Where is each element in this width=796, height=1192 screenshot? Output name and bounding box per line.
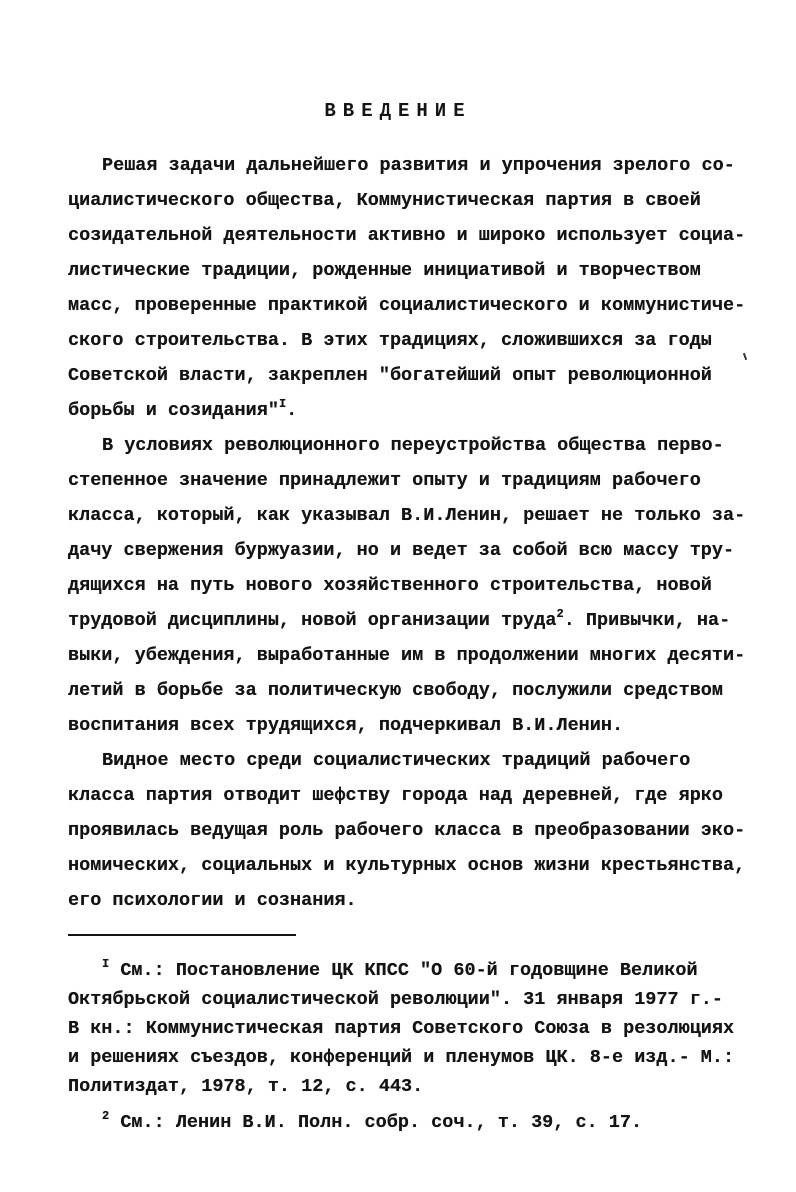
text-line: воспитания всех трудящихся, подчеркивал В.И.Ленин. [68, 715, 624, 736]
text-line: масс, проверенные практикой социалистического и коммунистиче- [68, 295, 746, 316]
page-title: ВВЕДЕНИЕ [324, 100, 472, 122]
text-segment: борьбы и созидания" [68, 400, 279, 421]
text-line: циалистического общества, Коммунистическая партия в своей [68, 190, 701, 211]
text-line: номических, социальных и культурных основ жизни крестьянства, [68, 855, 746, 876]
footnote-reference[interactable]: 2 [556, 607, 564, 621]
footnote-line: и решениях съездов, конференций и пленумов ЦК. 8-е изд.- М.: [68, 1047, 735, 1068]
text-segment: См.: Ленин В.И. Полн. собр. соч., т. 39, с. 17. [120, 1112, 643, 1133]
footnote-mark: 2 [102, 1109, 110, 1123]
text-line: Советской власти, закреплен "богатейший опыт революционной [68, 365, 712, 386]
text-line: его психологии и сознания. [68, 890, 357, 911]
footnote-line [102, 1109, 643, 1133]
text-line: проявилась ведущая роль рабочего класса в преобразовании эко- [68, 820, 746, 841]
footnote-reference[interactable]: I [278, 397, 287, 411]
text-line: степенное значение принадлежит опыту и традициям рабочего [68, 470, 701, 491]
text-segment: . [286, 400, 298, 421]
footnote-mark: I [102, 957, 110, 971]
footnote-line: Октябрьской социалистической революции". 31 января 1977 г.- [68, 989, 724, 1010]
text-line: выки, убеждения, выработанные им в продолжении многих десяти- [68, 645, 746, 666]
text-segment: трудовой дисциплины, новой организации труда [68, 610, 557, 631]
footnote-divider [68, 934, 296, 936]
text-segment: . Привычки, на- [563, 610, 731, 631]
text-line: класса партия отводит шефству города над деревней, где ярко [68, 785, 724, 806]
text-line: летий в борьбе за политическую свободу, послужили средством [68, 680, 724, 701]
text-line: Решая задачи дальнейшего развития и упрочения зрелого со- [102, 155, 735, 176]
text-line [68, 607, 731, 631]
footnote-line [102, 957, 698, 981]
footnote-line: В кн.: Коммунистическая партия Советского Союза в резолюциях [68, 1018, 735, 1039]
text-line: Видное место среди социалистических традиций рабочего [102, 750, 691, 771]
text-line: ского строительства. В этих традициях, сложившихся за годы [68, 330, 712, 351]
text-line: созидательной деятельности активно и широко использует социа- [68, 225, 746, 246]
text-line: дачу свержения буржуазии, но и ведет за собой всю массу тру- [68, 540, 735, 561]
text-line: дящихся на путь нового хозяйственного строительства, новой [68, 575, 712, 596]
footnote-line: Политиздат, 1978, т. 12, с. 443. [68, 1076, 424, 1097]
text-segment: См.: Постановление ЦК КПСС "О 60-й годовщине Великой [120, 960, 698, 981]
scan-speck [743, 353, 747, 360]
text-line [68, 397, 298, 421]
text-line: листические традиции, рожденные инициативой и творчеством [68, 260, 701, 281]
text-line: класса, который, как указывал В.И.Ленин, решает не только за- [68, 505, 746, 526]
text-line: В условиях революционного переустройства общества перво- [102, 435, 724, 456]
